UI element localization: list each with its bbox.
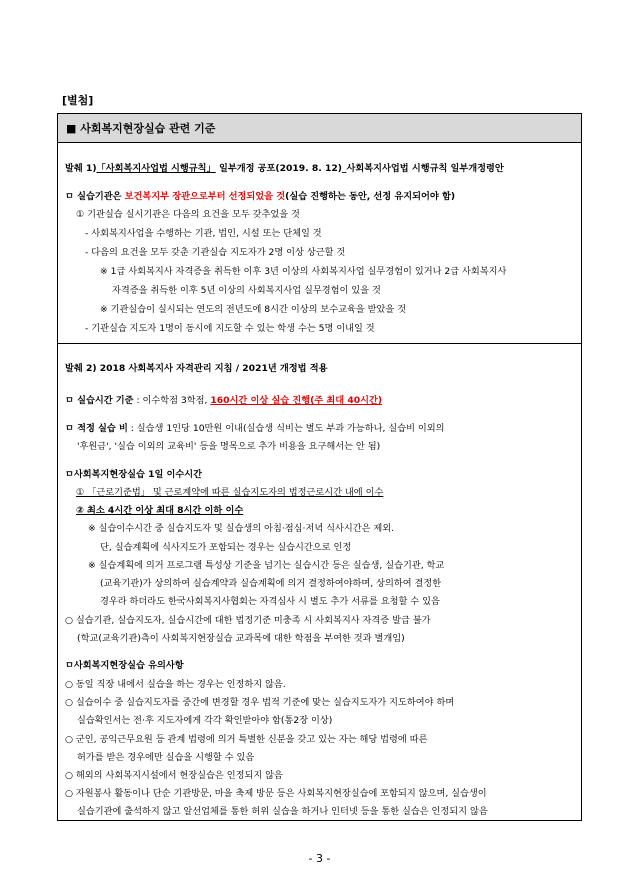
- requirement-line: ※ 기관실습이 실시되는 연도의 전년도에 8시간 이상의 보수교육을 받았을 것: [100, 304, 407, 315]
- rule-line: ○ 실습기관, 실습지도자, 실습시간에 대한 법정기준 미충족 시 사회복지사 자격증 발급 불가: [65, 615, 431, 626]
- requirement-line: ㅁ 실습기관은 보건복지부 장관으로부터 선정되었을 것(실습 진행하는 동안, 선정 유지되어야 함): [65, 191, 456, 202]
- rule-line: ① 「근로기준법」 및 근로계약에 따른 실습지도자의 법정근로시간 내에 이수: [76, 487, 384, 498]
- rule-line: ※ 실습이수시간 중 실습지도자 및 실습생의 아침·점심·저녁 식사시간은 제외.: [88, 523, 395, 534]
- page-number: - 3 -: [308, 852, 331, 865]
- requirement-line: ① 기관실습 실시기관은 다음의 요건을 모두 갖추었을 것: [76, 209, 300, 220]
- rule-line: 실습확인서는 전·후 지도자에게 각각 확인받아야 함(통2장 이상): [77, 715, 333, 726]
- excerpt-1-section: [58, 142, 581, 344]
- rule-line: ㅁ 실습시간 기준 : 이수학점 3학점, 160시간 이상 실습 진행(주 최대 40시간): [65, 395, 383, 406]
- rule-line: 경우라 하더라도 한국사회복지사협회는 자격심사 시 별도 추가 서류를 요청할 수 있음: [100, 596, 440, 607]
- rule-line: ※ 실습계획에 의거 프로그램 특성상 기준을 넘기는 실습시간 등은 실습생, 실습기관, 학교: [88, 560, 445, 571]
- rule-line: ㅁ 적정 실습 비 : 실습생 1인당 10만원 이내(실습생 식비는 별도 부과 가능하나, 실습비 이외의: [65, 423, 445, 434]
- rule-line: ② 최소 4시간 이상 최대 8시간 이하 이수: [76, 505, 244, 516]
- rule-line: 실습기관에 출석하지 않고 알선업체를 통한 허위 실습을 하거나 인터넷 등을 통한 실습은 인정되지 않음: [77, 806, 488, 817]
- excerpt-2-section: [58, 345, 581, 820]
- rule-line: ○ 자원봉사 활동이나 단순 기관방문, 마을 축제 방문 등은 사회복지현장실습에 포함되지 않으며, 실습생이: [65, 788, 487, 799]
- rule-line: (학교(교육기관)측이 사회복지현장실습 교과목에 대한 학점을 부여한 것과 별개임): [77, 633, 405, 644]
- rule-line: (교육기관)가 상의하여 실습계약과 실습계획에 의거 결정하여야하며, 상의하여 결정한: [100, 578, 442, 589]
- rule-line: 단, 실습계획에 식사지도가 포함되는 경우는 실습시간으로 인정: [100, 542, 352, 553]
- rule-heading: ㅁ사회복지현장실습 1일 이수시간: [65, 469, 203, 480]
- standards-box: [57, 113, 582, 821]
- rule-line: 허가를 받은 경우에만 실습을 시행할 수 있음: [77, 752, 255, 763]
- rule-line: ○ 실습이수 중 실습지도자를 중간에 변경할 경우 법적 기준에 맞는 실습지도자가 지도하여야 하며: [65, 697, 455, 708]
- rule-line: ○ 군인, 공익근무요원 등 관계 법령에 의거 특별한 신분을 갖고 있는 자는 해당 법령에 따른: [65, 734, 428, 745]
- requirement-line: - 다음의 요건을 모두 갖춘 기관실습 지도자가 2명 이상 상근할 것: [85, 247, 346, 258]
- rule-line: '후원금', '실습 이외의 교육비' 등을 명목으로 추가 비용을 요구해서는 안 됨): [77, 441, 381, 452]
- requirement-line: - 사회복지사업을 수행하는 기관, 법인, 시설 또는 단체일 것: [85, 228, 322, 239]
- requirement-line: ※ 1급 사회복지사 자격증을 취득한 이후 3년 이상의 사회복지사업 실무경험이 있거나 2급 사회복지사: [100, 266, 507, 277]
- attachment-label: [별첨]: [62, 94, 94, 107]
- excerpt-1-heading: 발췌 1)「사회복지사업법 시행규칙」 일부개정 공포(2019. 8. 12)_사회복지사업법 시행규칙 일부개정령안: [65, 163, 504, 174]
- rule-heading: ㅁ사회복지현장실습 유의사항: [65, 660, 184, 671]
- excerpt-2-heading: 발췌 2) 2018 사회복지사 자격관리 지침 / 2021년 개정법 적용: [65, 363, 328, 374]
- requirement-line: 자격증을 취득한 이후 5년 이상의 사회복지사업 실무경험이 있을 것: [112, 285, 381, 296]
- requirement-line: - 기관실습 지도자 1명이 동시에 지도할 수 있는 학생 수는 5명 이내일 것: [85, 323, 375, 334]
- rule-line: ○ 동일 직장 내에서 실습을 하는 경우는 인정하지 않음.: [65, 679, 286, 690]
- rule-line: ○ 해외의 사회복지시설에서 현장실습은 인정되지 않음: [65, 770, 283, 781]
- box-title: ■ 사회복지현장실습 관련 기준: [58, 114, 581, 143]
